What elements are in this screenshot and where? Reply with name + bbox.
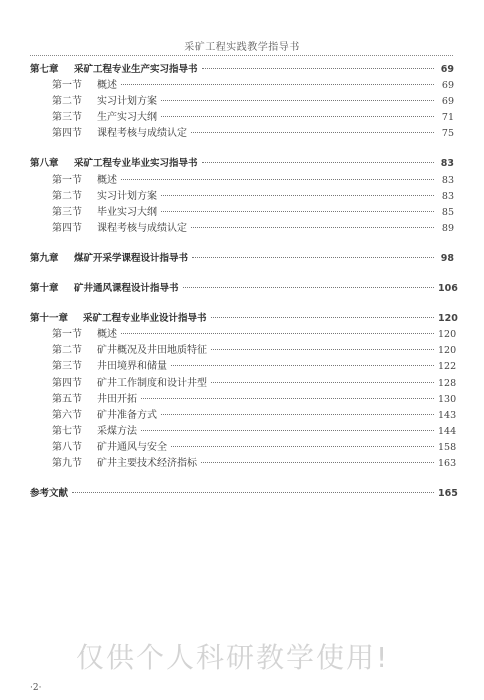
dot-leader — [191, 227, 434, 228]
dot-leader — [192, 257, 434, 258]
section-title: 毕业实习大纲 — [97, 206, 157, 218]
section-title: 矿井概况及井田地质特征 — [97, 345, 207, 357]
page-number: 71 — [441, 112, 454, 124]
chapter-number: 第八章 — [30, 158, 59, 170]
page-number: 165 — [438, 488, 458, 500]
page-number: 120 — [438, 329, 457, 341]
dot-leader — [211, 382, 434, 383]
chapter-title: 采矿工程专业毕业设计指导书 — [83, 313, 207, 325]
page-number: 89 — [441, 222, 454, 234]
section-number: 第七节 — [52, 425, 82, 437]
watermark-text: 仅供个人科研教学使用! — [76, 641, 390, 674]
toc-chapter — [30, 311, 458, 472]
toc-chapter — [30, 281, 458, 297]
dot-leader — [183, 287, 434, 288]
toc-section-row[interactable] — [30, 94, 454, 110]
chapter-title: 煤矿开采学课程设计指导书 — [74, 252, 189, 264]
toc-section-row[interactable] — [30, 78, 454, 94]
dot-leader — [141, 430, 434, 431]
section-title: 概述 — [97, 80, 117, 92]
toc-section-row[interactable] — [30, 343, 457, 359]
section-number: 第一节 — [52, 174, 82, 186]
section-number: 第八节 — [52, 441, 82, 453]
toc-section-row[interactable] — [30, 126, 454, 142]
toc-section-row[interactable] — [30, 376, 457, 392]
page-number: 163 — [438, 457, 457, 469]
page-number: 85 — [441, 206, 454, 218]
section-title: 生产实习大纲 — [97, 112, 157, 124]
toc-chapter — [30, 156, 454, 236]
chapter-title: 采矿工程专业生产实习指导书 — [74, 64, 198, 75]
section-number: 第二节 — [52, 190, 82, 202]
section-number: 第三节 — [52, 206, 82, 218]
dot-leader — [211, 349, 434, 350]
page-number: 128 — [438, 377, 457, 389]
toc-references-row[interactable] — [30, 486, 458, 502]
toc-section-row[interactable] — [30, 424, 457, 440]
dot-leader — [191, 132, 434, 133]
running-header: 采矿工程实践教学指导书 — [184, 42, 300, 53]
toc-section-row[interactable] — [30, 173, 454, 189]
page-number: 143 — [438, 409, 457, 421]
page-number: 83 — [441, 190, 454, 202]
section-title: 矿井通风与安全 — [97, 441, 167, 453]
dot-leader — [121, 333, 434, 334]
chapter-number: 第九章 — [30, 252, 59, 264]
toc-section-row[interactable] — [30, 110, 454, 126]
section-title: 实习计划方案 — [97, 190, 157, 202]
toc-section-row[interactable] — [30, 440, 457, 456]
dot-leader — [161, 211, 434, 212]
toc-section-row[interactable] — [30, 456, 457, 472]
dot-leader — [201, 462, 434, 463]
dot-leader — [161, 116, 434, 117]
toc-chapter — [30, 62, 454, 142]
references-title: 参考文献 — [30, 488, 69, 500]
page-number: 83 — [441, 174, 454, 186]
toc-section-row[interactable] — [30, 408, 457, 424]
page-number: 144 — [438, 425, 457, 437]
dot-leader — [161, 195, 434, 196]
section-title: 矿井工作制度和设计井型 — [97, 377, 207, 389]
toc-section-row[interactable] — [30, 205, 454, 221]
toc-chapter-row[interactable] — [30, 311, 458, 327]
section-title: 课程考核与成绩认定 — [97, 128, 187, 140]
page-number: 122 — [438, 361, 457, 373]
footer-page-number: ·2· — [30, 683, 42, 693]
dot-leader — [161, 100, 434, 101]
section-number: 第四节 — [52, 222, 82, 234]
toc-section-row[interactable] — [30, 327, 457, 343]
toc-section-row[interactable] — [30, 189, 454, 205]
dot-leader — [171, 446, 434, 447]
section-title: 概述 — [97, 174, 117, 186]
section-title: 矿井准备方式 — [97, 409, 157, 421]
page-number: 69 — [441, 80, 454, 92]
section-title: 采煤方法 — [97, 425, 137, 437]
dot-leader — [211, 317, 434, 318]
section-number: 第二节 — [52, 96, 82, 108]
chapter-number: 第七章 — [30, 64, 59, 75]
page-number: 120 — [438, 345, 457, 357]
section-title: 概述 — [97, 329, 117, 341]
page-number: 130 — [438, 393, 457, 405]
page-number: 69 — [440, 64, 454, 75]
dot-leader — [202, 162, 434, 163]
chapter-number: 第十一章 — [30, 313, 69, 325]
dot-leader — [202, 68, 434, 69]
table-of-contents — [30, 62, 458, 502]
dot-leader — [121, 179, 434, 180]
page-number: 158 — [438, 441, 457, 453]
header-divider — [30, 55, 453, 56]
section-number: 第二节 — [52, 345, 82, 357]
section-number: 第六节 — [52, 409, 82, 421]
section-title: 井田开拓 — [97, 393, 137, 405]
dot-leader — [161, 414, 434, 415]
toc-section-row[interactable] — [30, 359, 457, 375]
section-title: 井田境界和储量 — [97, 361, 167, 373]
toc-chapter-row[interactable] — [30, 156, 454, 172]
section-title: 矿井主要技术经济指标 — [97, 457, 197, 469]
page-number: 83 — [440, 158, 454, 170]
section-title: 课程考核与成绩认定 — [97, 222, 187, 234]
section-number: 第三节 — [52, 361, 82, 373]
dot-leader — [171, 365, 434, 366]
section-number: 第一节 — [52, 329, 82, 341]
section-number: 第四节 — [52, 128, 82, 140]
section-number: 第五节 — [52, 393, 82, 405]
section-number: 第三节 — [52, 112, 82, 124]
dot-leader — [141, 398, 434, 399]
toc-chapter — [30, 251, 454, 267]
dot-leader — [72, 492, 434, 493]
page-number: 98 — [440, 252, 454, 264]
toc-section-row[interactable] — [30, 392, 457, 408]
section-title: 实习计划方案 — [97, 96, 157, 108]
toc-section-row[interactable] — [30, 221, 454, 237]
chapter-title: 采矿工程专业毕业实习指导书 — [74, 158, 198, 170]
page-number: 120 — [438, 313, 458, 325]
page-number: 69 — [441, 96, 454, 108]
toc-chapter-row[interactable] — [30, 281, 458, 297]
dot-leader — [121, 84, 434, 85]
chapter-number: 第十章 — [30, 283, 59, 295]
toc-chapter-row[interactable] — [30, 62, 454, 78]
page-number: 75 — [441, 128, 454, 140]
chapter-title: 矿井通风课程设计指导书 — [74, 283, 179, 295]
section-number: 第九节 — [52, 457, 82, 469]
toc-chapter-row[interactable] — [30, 251, 454, 267]
section-number: 第四节 — [52, 377, 82, 389]
section-number: 第一节 — [52, 80, 82, 92]
page-number: 106 — [438, 283, 458, 295]
